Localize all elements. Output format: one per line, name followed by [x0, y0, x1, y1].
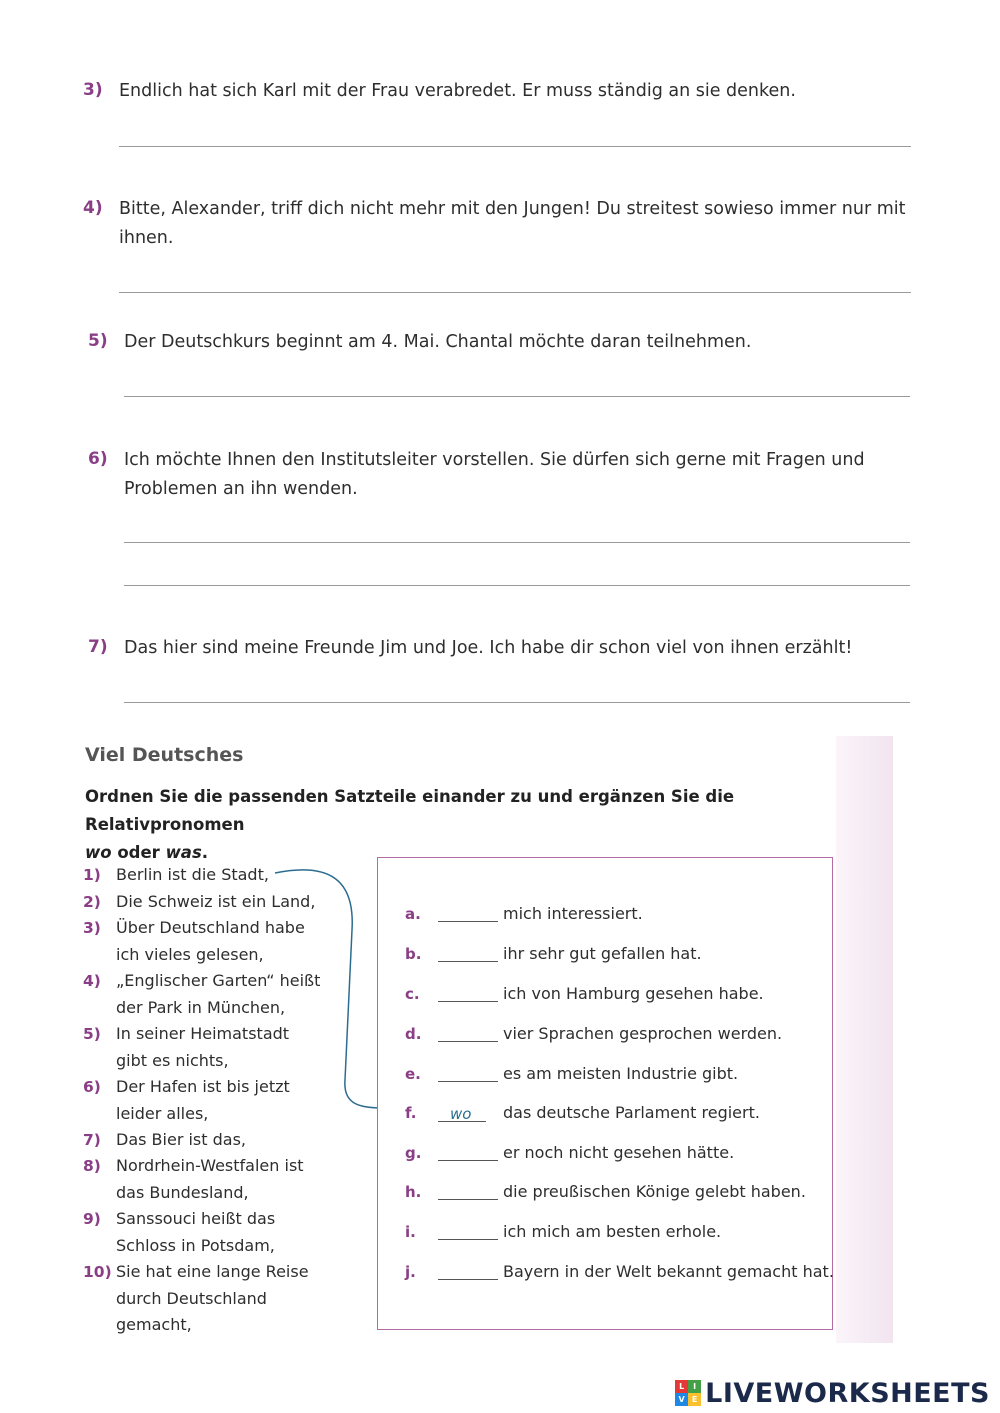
item-text-line2: ihnen.	[119, 228, 174, 248]
right-item-letter: d.	[405, 1025, 422, 1043]
blank-input[interactable]	[438, 1239, 498, 1240]
left-item-text: Berlin ist die Stadt,	[116, 865, 269, 884]
right-item-letter: a.	[405, 905, 421, 923]
right-item-text: ich von Hamburg gesehen habe.	[503, 984, 764, 1003]
right-item-text: es am meisten Industrie gibt.	[503, 1064, 739, 1083]
left-item-number: 5)	[83, 1025, 101, 1043]
instruction-was: was	[165, 843, 202, 862]
right-item-letter: e.	[405, 1065, 421, 1083]
logo-badge-letter: L	[675, 1380, 688, 1393]
left-item-text: Sie hat eine lange Reise durch Deutschland gemacht,	[116, 1262, 309, 1335]
left-item-number: 8)	[83, 1157, 101, 1175]
item-number: 6)	[88, 449, 108, 469]
instruction-text: Ordnen Sie die passenden Satzteile einander zu und ergänzen Sie die Relativpronomen	[85, 787, 735, 834]
right-item-text: die preußischen Könige gelebt haben.	[503, 1182, 806, 1201]
right-item-letter: g.	[405, 1144, 422, 1162]
logo-badge-letter: V	[675, 1393, 688, 1406]
blank-input[interactable]	[438, 1081, 498, 1082]
left-item-number: 4)	[83, 972, 101, 990]
item-text-line1: Ich möchte Ihnen den Institutsleiter vorstellen. Sie dürfen sich gerne mit Fragen und	[124, 450, 865, 470]
item-text-line1: Bitte, Alexander, triff dich nicht mehr mit den Jungen! Du streitest sowieso immer nur mit	[119, 199, 906, 219]
right-item-text: er noch nicht gesehen hätte.	[503, 1143, 735, 1162]
item-text: Endlich hat sich Karl mit der Frau verabredet. Er muss ständig an sie denken.	[119, 81, 796, 101]
blank-input[interactable]	[438, 961, 498, 962]
section-title: Viel Deutsches	[85, 744, 244, 766]
instruction-wo: wo	[85, 843, 112, 862]
filled-answer: wo	[450, 1105, 472, 1123]
left-item-number: 10)	[83, 1263, 112, 1281]
blank-input[interactable]	[438, 1160, 498, 1161]
left-item-number: 3)	[83, 919, 101, 937]
answer-box	[377, 857, 833, 1330]
item-text-line2: Problemen an ihn wenden.	[124, 479, 358, 499]
right-item-text: das deutsche Parlament regiert.	[503, 1103, 760, 1122]
right-item-letter: i.	[405, 1223, 416, 1241]
right-item-letter: h.	[405, 1183, 422, 1201]
blank-input[interactable]	[438, 1279, 498, 1280]
item-number: 7)	[88, 637, 108, 657]
blank-input[interactable]	[438, 1041, 498, 1042]
right-item-letter: c.	[405, 985, 420, 1003]
left-item-text: Über Deutschland habe ich vieles gelesen,	[116, 918, 305, 964]
logo-badge-icon	[675, 1380, 701, 1406]
right-item-letter: f.	[405, 1104, 417, 1122]
left-item-text: „Englischer Garten“ heißt der Park in München,	[116, 971, 321, 1017]
liveworksheets-logo	[675, 1376, 990, 1410]
right-item-letter: j.	[405, 1263, 416, 1281]
left-item-number: 1)	[83, 866, 101, 884]
item-number: 4)	[83, 198, 103, 218]
instruction-oder: oder	[111, 843, 166, 862]
left-item-text: Die Schweiz ist ein Land,	[116, 892, 316, 911]
blank-input[interactable]	[438, 921, 498, 922]
item-number: 5)	[88, 331, 108, 351]
left-item-number: 7)	[83, 1131, 101, 1149]
left-item-number: 2)	[83, 893, 101, 911]
left-item-number: 6)	[83, 1078, 101, 1096]
logo-badge-letter: E	[688, 1393, 701, 1406]
right-item-text: vier Sprachen gesprochen werden.	[503, 1024, 783, 1043]
left-item-text: Das Bier ist das,	[116, 1130, 246, 1149]
item-number: 3)	[83, 80, 103, 100]
item-text: Das hier sind meine Freunde Jim und Joe. Ich habe dir schon viel von ihnen erzählt!	[124, 638, 853, 658]
blank-input[interactable]	[438, 1001, 498, 1002]
left-item-text: In seiner Heimatstadt gibt es nichts,	[116, 1024, 290, 1070]
right-item-text: Bayern in der Welt bekannt gemacht hat.	[503, 1262, 834, 1281]
left-item-text: Sanssouci heißt das Schloss in Potsdam,	[116, 1209, 276, 1255]
instruction-end: .	[201, 843, 209, 862]
blank-input[interactable]	[438, 1199, 498, 1200]
left-item-number: 9)	[83, 1210, 101, 1228]
logo-badge-letter: I	[688, 1380, 701, 1393]
arrow-path	[275, 870, 385, 1108]
left-item-text: Der Hafen ist bis jetzt leider alles,	[116, 1077, 290, 1123]
right-item-text: mich interessiert.	[503, 904, 643, 923]
right-item-letter: b.	[405, 945, 422, 963]
right-item-text: ich mich am besten erhole.	[503, 1222, 722, 1241]
item-text: Der Deutschkurs beginnt am 4. Mai. Chantal möchte daran teilnehmen.	[124, 332, 752, 352]
left-item-text: Nordrhein-Westfalen ist das Bundesland,	[116, 1156, 304, 1202]
right-item-text: ihr sehr gut gefallen hat.	[503, 944, 702, 963]
logo-wordmark: LIVEWORKSHEETS	[705, 1377, 990, 1409]
